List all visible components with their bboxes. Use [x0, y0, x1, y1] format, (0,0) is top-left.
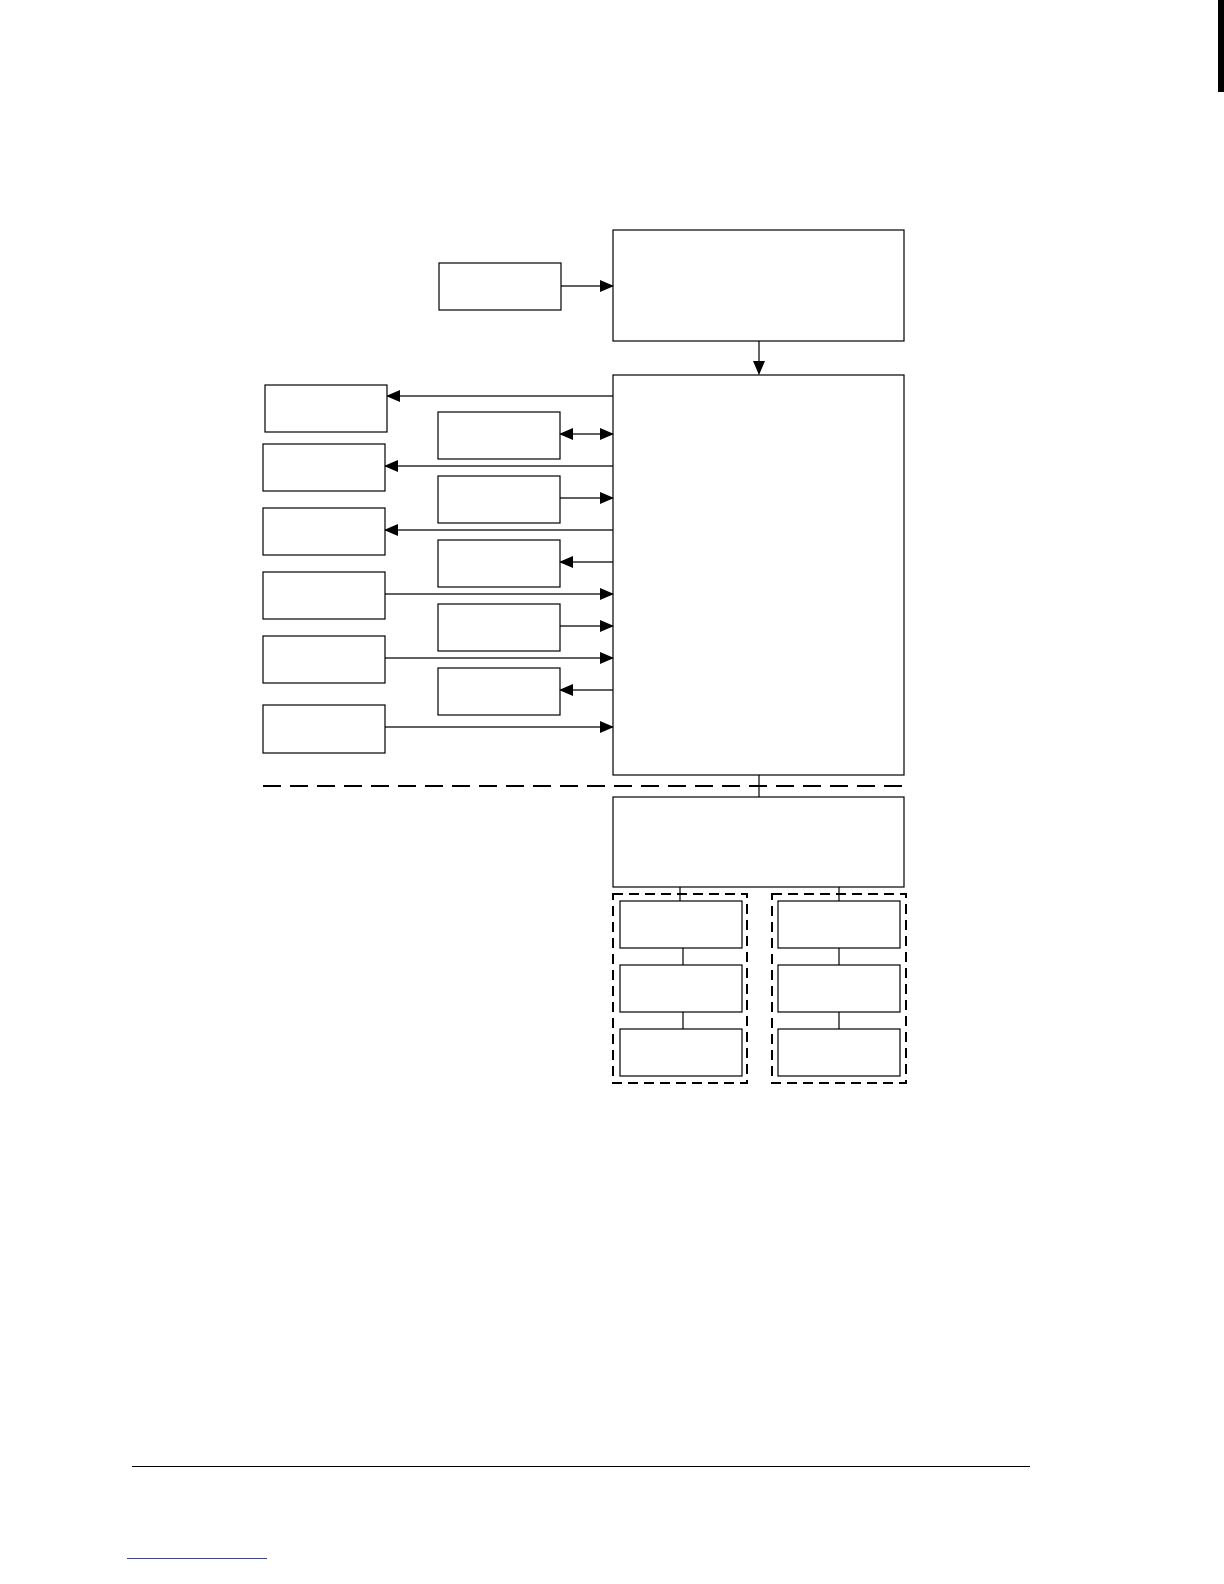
left-col-2 — [263, 444, 385, 491]
left-col-3 — [263, 508, 385, 555]
left-col-5 — [263, 636, 385, 683]
mid-col-2 — [438, 476, 560, 523]
main-box — [613, 375, 904, 775]
top-box — [613, 230, 904, 341]
group-b-2 — [778, 965, 900, 1012]
group-a-3 — [620, 1029, 742, 1076]
group-a-2 — [620, 965, 742, 1012]
left-col-6 — [263, 705, 385, 753]
mid-col-5 — [438, 668, 560, 715]
group-b-3 — [778, 1029, 900, 1076]
left-col-1 — [265, 385, 387, 432]
mid-col-4 — [438, 604, 560, 651]
mid-col-3 — [438, 540, 560, 587]
group-a-1 — [620, 901, 742, 948]
input-box — [439, 263, 561, 310]
footer-link-underline — [127, 1558, 267, 1559]
mid-col-1 — [438, 412, 560, 459]
lower-box — [613, 797, 904, 887]
footer-rule — [132, 1466, 1030, 1467]
left-col-4 — [263, 572, 385, 619]
group-b-1 — [778, 901, 900, 948]
